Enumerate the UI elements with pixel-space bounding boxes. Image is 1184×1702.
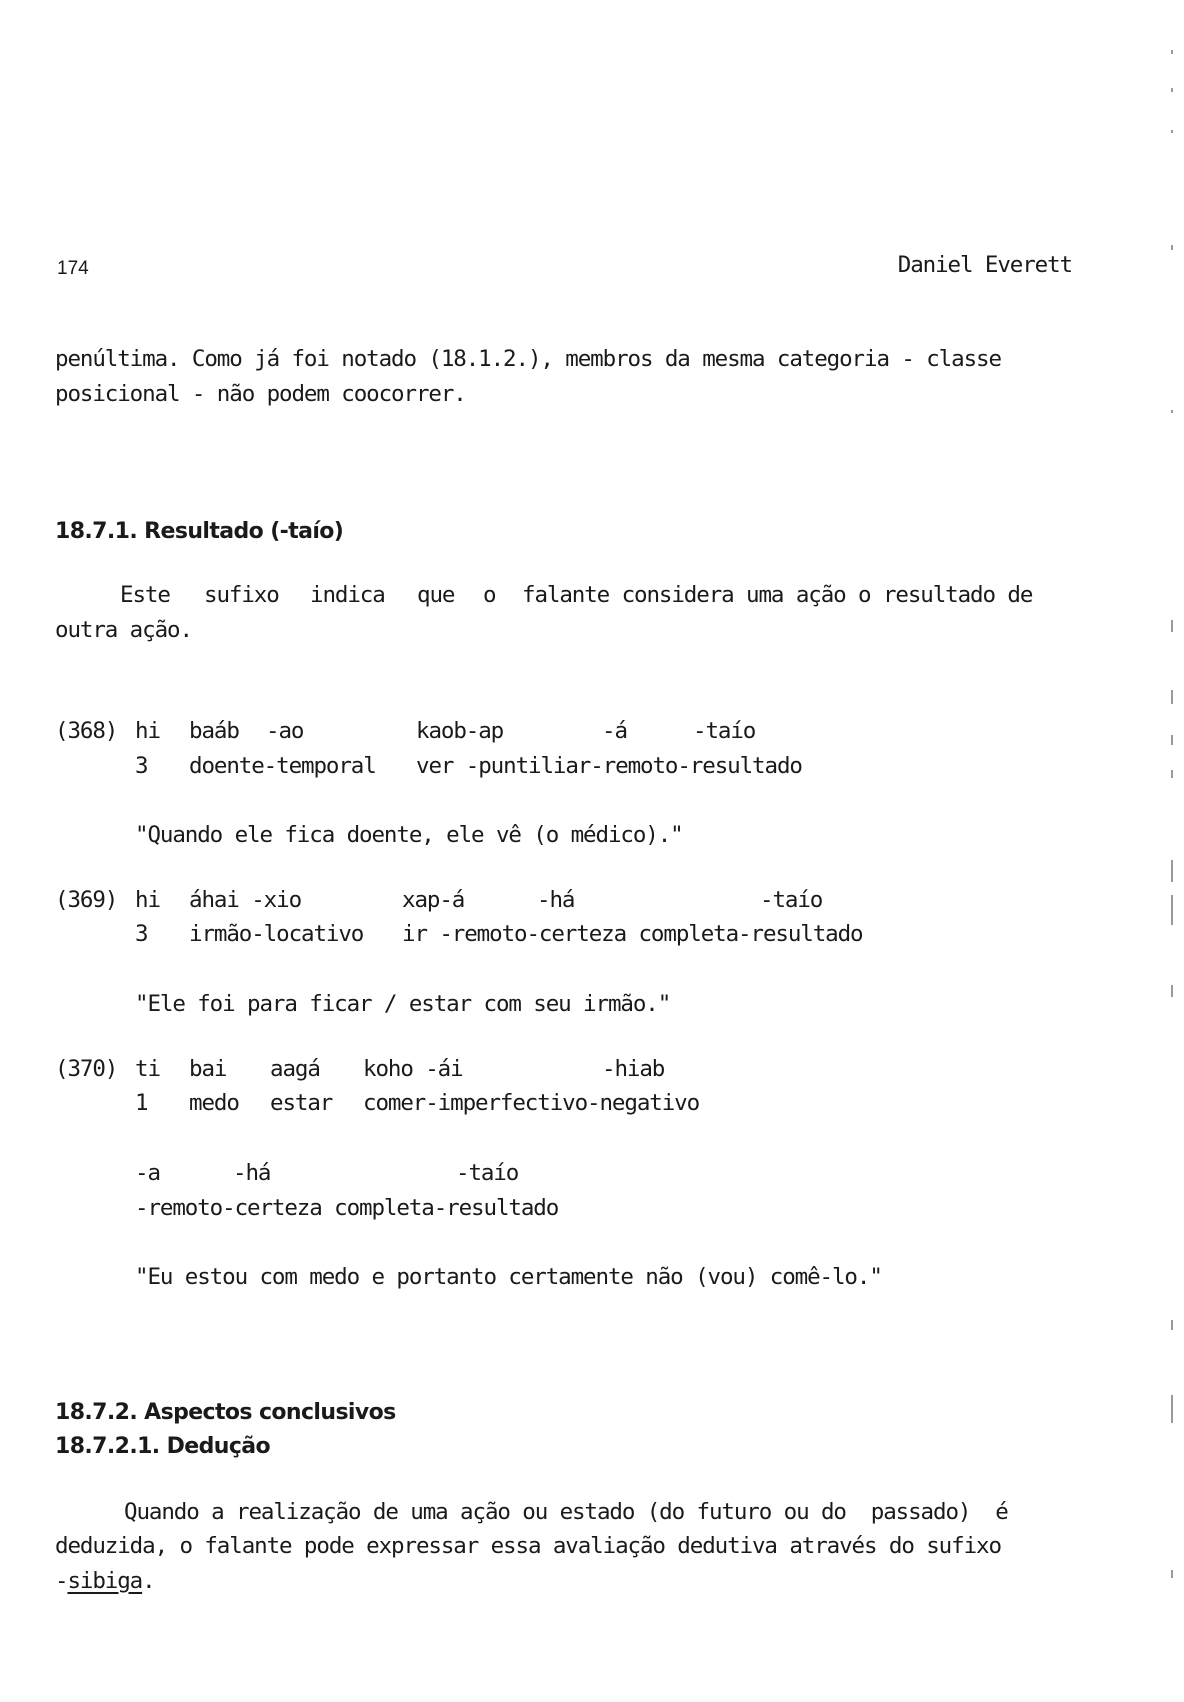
para-word: que bbox=[417, 582, 455, 608]
scan-mark bbox=[1171, 860, 1173, 882]
suffix-end: . bbox=[142, 1568, 155, 1594]
scan-mark bbox=[1171, 895, 1173, 925]
scan-mark bbox=[1171, 1570, 1173, 1578]
para-word: indica bbox=[310, 582, 385, 608]
scan-mark bbox=[1171, 985, 1173, 997]
scan-mark bbox=[1171, 735, 1173, 745]
morpheme: koho -ái bbox=[363, 1056, 463, 1082]
para-line-1: Quando a realização de uma ação ou estado (do futuro ou do passado) é bbox=[124, 1499, 1008, 1525]
morpheme: -á bbox=[602, 718, 627, 744]
para-line-3 bbox=[55, 1568, 155, 1594]
morpheme: kaob-ap bbox=[416, 718, 504, 744]
gloss: 3 bbox=[135, 753, 148, 779]
translation: "Ele foi para ficar / estar com seu irmão." bbox=[135, 991, 671, 1017]
morpheme: -hiab bbox=[602, 1056, 665, 1082]
morpheme: hi bbox=[135, 718, 160, 744]
para-line-2: deduzida, o falante pode expressar essa avaliação dedutiva através do sufixo bbox=[55, 1533, 1001, 1559]
example-number: (369) bbox=[55, 887, 118, 913]
example-number: (368) bbox=[55, 718, 118, 744]
scan-mark bbox=[1171, 88, 1173, 92]
para-word: sufixo bbox=[204, 582, 279, 608]
intro-line-2: posicional - não podem coocorrer. bbox=[55, 381, 466, 407]
morpheme: -taío bbox=[693, 718, 756, 744]
scan-mark bbox=[1171, 245, 1173, 250]
morpheme: -taío bbox=[456, 1160, 519, 1186]
morpheme: -ao bbox=[266, 718, 304, 744]
scan-mark bbox=[1171, 620, 1173, 632]
morpheme: aagá bbox=[270, 1056, 320, 1082]
morpheme: áhai -xio bbox=[189, 887, 302, 913]
gloss: 3 bbox=[135, 921, 148, 947]
morpheme: baáb bbox=[189, 718, 239, 744]
subsection-heading-18-7-2-1: 18.7.2.1. Dedução bbox=[55, 1434, 271, 1459]
gloss: medo bbox=[189, 1090, 239, 1116]
scan-mark bbox=[1171, 130, 1173, 133]
scan-mark bbox=[1171, 50, 1173, 54]
scan-mark bbox=[1171, 410, 1173, 413]
morpheme: bai bbox=[189, 1056, 227, 1082]
suffix-sibiga: sibiga bbox=[67, 1568, 143, 1594]
morpheme: xap-á bbox=[402, 887, 465, 913]
para-line-2: outra ação. bbox=[55, 617, 192, 643]
section-heading-18-7-2: 18.7.2. Aspectos conclusivos bbox=[55, 1400, 396, 1425]
suffix-dash: - bbox=[55, 1568, 68, 1594]
gloss: ver -puntiliar-remoto-resultado bbox=[416, 753, 802, 779]
translation: "Eu estou com medo e portanto certamente não (vou) comê-lo." bbox=[135, 1264, 882, 1290]
gloss: -remoto-certeza completa-resultado bbox=[135, 1195, 559, 1221]
page-number: 174 bbox=[57, 258, 89, 279]
intro-line-1: penúltima. Como já foi notado (18.1.2.), membros da mesma categoria - classe bbox=[55, 346, 1001, 372]
para-word: Este bbox=[120, 582, 170, 608]
gloss: comer-imperfectivo-negativo bbox=[363, 1090, 700, 1116]
section-heading-18-7-1: 18.7.1. Resultado (-taío) bbox=[55, 519, 344, 544]
para-word: o bbox=[483, 582, 496, 608]
gloss: doente-temporal bbox=[189, 753, 376, 779]
morpheme: hi bbox=[135, 887, 160, 913]
scan-mark bbox=[1171, 770, 1173, 778]
gloss: irmão-locativo bbox=[189, 921, 364, 947]
running-header-author: Daniel Everett bbox=[897, 252, 1072, 278]
morpheme: -a bbox=[135, 1160, 160, 1186]
translation: "Quando ele fica doente, ele vê (o médico)." bbox=[135, 822, 683, 848]
gloss: 1 bbox=[135, 1090, 148, 1116]
morpheme: -há bbox=[233, 1160, 271, 1186]
morpheme: -taío bbox=[760, 887, 823, 913]
scan-mark bbox=[1171, 1395, 1173, 1423]
example-number: (370) bbox=[55, 1056, 118, 1082]
morpheme: -há bbox=[537, 887, 575, 913]
gloss: ir -remoto-certeza completa-resultado bbox=[402, 921, 863, 947]
gloss: estar bbox=[270, 1090, 333, 1116]
para-text: falante considera uma ação o resultado de bbox=[522, 582, 1033, 608]
scan-mark bbox=[1171, 690, 1173, 704]
scan-mark bbox=[1171, 1320, 1173, 1330]
morpheme: ti bbox=[135, 1056, 160, 1082]
